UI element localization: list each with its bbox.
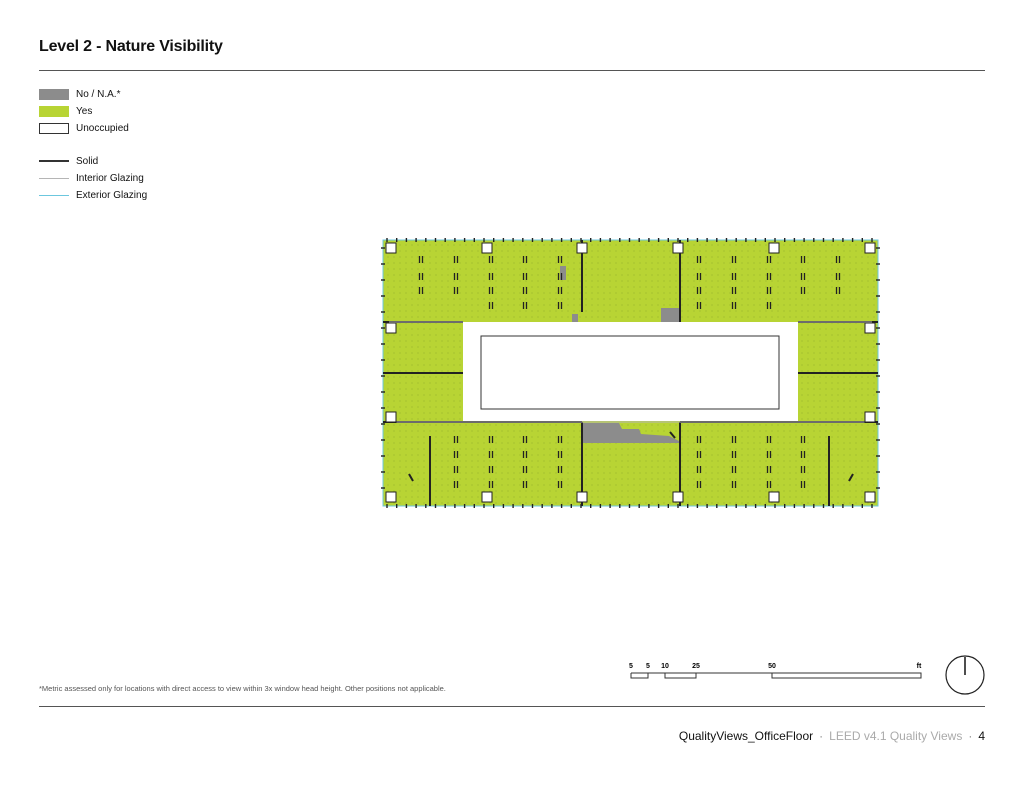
legend-label: Exterior Glazing	[76, 189, 148, 201]
legend-item-solid	[39, 155, 98, 167]
legend-item-unoccupied	[39, 122, 129, 134]
column	[769, 243, 779, 253]
legend-label: No / N.A.*	[76, 88, 121, 100]
scale-label: 10	[661, 663, 669, 670]
legend-item-interior-glazing	[39, 172, 144, 184]
column	[386, 492, 396, 502]
column	[386, 243, 396, 253]
scale-bar-segments	[631, 673, 921, 678]
scale-label: 5	[646, 663, 650, 670]
page-title: Level 2 - Nature Visibility	[39, 38, 223, 55]
legend-swatch-yes	[39, 106, 69, 117]
column	[482, 243, 492, 253]
scale-label: ft	[916, 663, 922, 670]
legend-label: Yes	[76, 105, 93, 117]
column	[769, 492, 779, 502]
column	[865, 323, 875, 333]
legend-label: Unoccupied	[76, 122, 129, 134]
footnote: *Metric assessed only for locations with direct access to view within 3x window head height. Other positions not applicable.	[39, 684, 446, 693]
legend-item-no	[39, 88, 120, 100]
column	[865, 492, 875, 502]
footer-separator: ·	[968, 729, 973, 743]
scale-label: 25	[692, 663, 700, 670]
legend-swatch-no	[39, 89, 69, 100]
legend-label: Interior Glazing	[76, 172, 144, 184]
scale-bar	[627, 660, 927, 684]
column	[386, 323, 396, 333]
column	[577, 243, 587, 253]
column	[673, 243, 683, 253]
column	[482, 492, 492, 502]
column	[386, 412, 396, 422]
legend-line-exterior-glazing	[39, 195, 69, 196]
column	[865, 412, 875, 422]
column	[673, 492, 683, 502]
header-divider	[39, 70, 985, 71]
footer-divider	[39, 706, 985, 707]
page-number: 4	[978, 729, 985, 743]
footer-separator: ·	[819, 729, 824, 743]
legend-item-exterior-glazing	[39, 189, 147, 201]
legend-label: Solid	[76, 155, 99, 167]
column	[865, 243, 875, 253]
legend-line-solid	[39, 160, 69, 162]
footer	[679, 729, 985, 743]
legend-swatch-unoccupied	[39, 123, 69, 134]
footer-project: QualityViews_OfficeFloor	[678, 729, 814, 743]
scale-label: 50	[768, 663, 776, 670]
legend-item-yes	[39, 105, 92, 117]
footer-standard: LEED v4.1 Quality Views	[829, 729, 963, 743]
scale-label: 5	[629, 663, 633, 670]
north-arrow-icon	[944, 654, 986, 696]
column	[577, 492, 587, 502]
legend-line-interior-glazing	[39, 178, 69, 179]
central-core	[463, 322, 798, 421]
floor-plan	[379, 236, 882, 510]
